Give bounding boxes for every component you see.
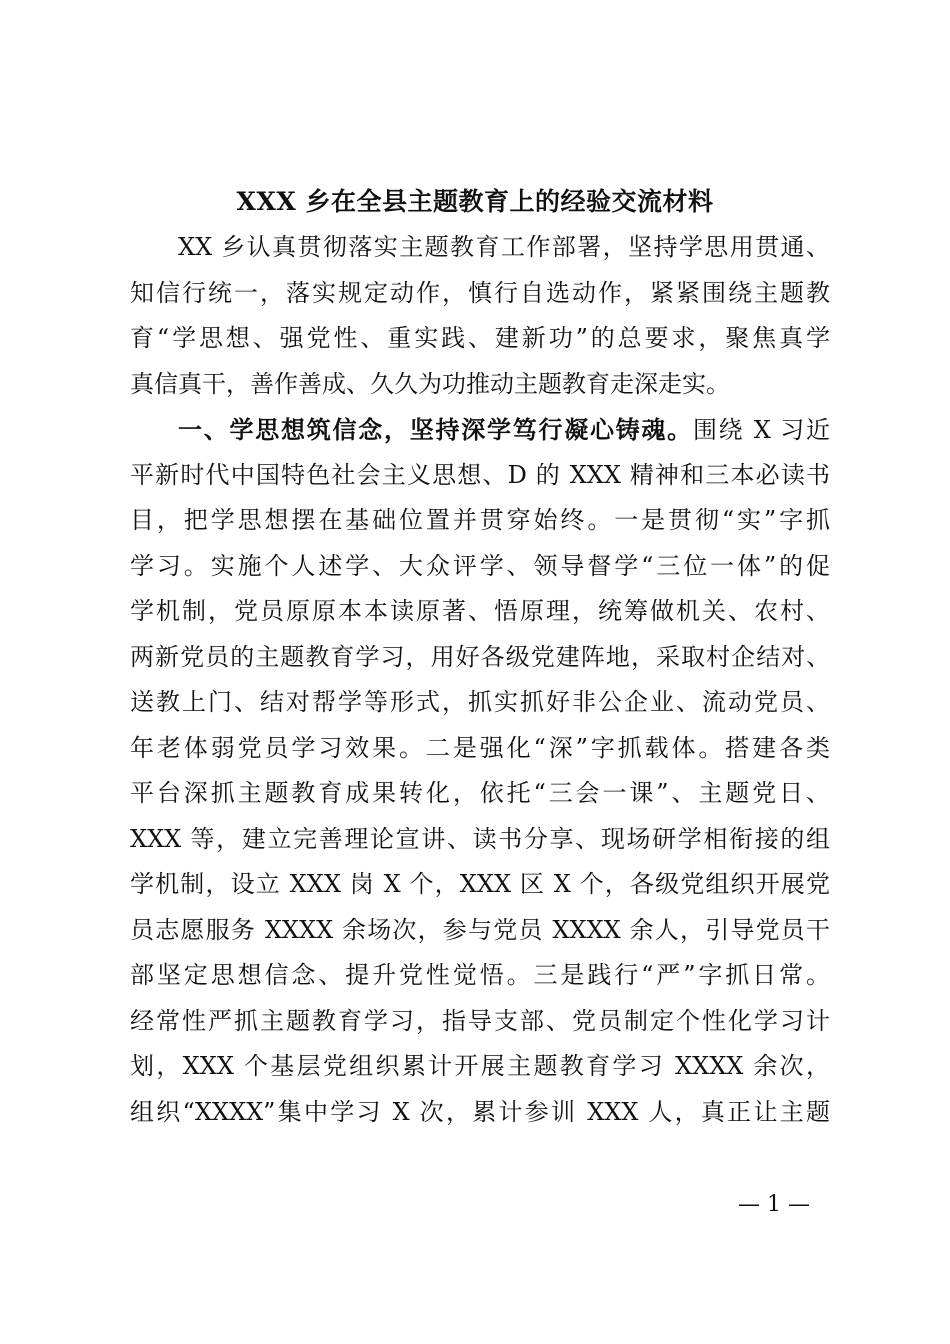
document-title: XXX 乡在全县主题教育上的经验交流材料 bbox=[236, 187, 714, 216]
section-heading: 一、学思想筑信念，坚持深学笃行凝心铸魂。 bbox=[178, 415, 693, 444]
paragraph-line: 员志愿服务 XXXX 余场次，参与党员 XXXX 余人，引导党员干 bbox=[130, 915, 830, 944]
paragraph-line: 年老体弱党员学习效果。二是强化“深”字抓载体。搭建各类 bbox=[130, 733, 830, 762]
paragraph-line: 真信真干，善作善成、久久为功推动主题教育走深走实。 bbox=[130, 369, 730, 398]
paragraph-line: 学机制，设立 XXX 岗 X 个，XXX 区 X 个，各级党组织开展党 bbox=[130, 870, 830, 898]
page-number: — 1 — bbox=[738, 1192, 810, 1217]
paragraph-line: 送教上门、结对帮学等形式，抓实抓好非公企业、流动党员、 bbox=[130, 688, 830, 716]
paragraph-line: 组织“XXXX”集中学习 X 次，累计参训 XXX 人，真正让主题 bbox=[130, 1097, 830, 1126]
paragraph-line: 目，把学思想摆在基础位置并贯穿始终。一是贯彻“实”字抓 bbox=[130, 506, 830, 534]
paragraph-line: 两新党员的主题教育学习，用好各级党建阵地，采取村企结对、 bbox=[130, 642, 830, 671]
paragraph-line: XX 乡认真贯彻落实主题教育工作部署，坚持学思用贯通、 bbox=[178, 233, 830, 261]
paragraph-line: 划，XXX 个基层党组织累计开展主题教育学习 XXXX 余次， bbox=[130, 1052, 830, 1080]
paragraph-line: 平新时代中国特色社会主义思想、D 的 XXX 精神和三本必读书 bbox=[130, 460, 830, 489]
document-body bbox=[130, 225, 830, 1135]
paragraph-line: 知信行统一，落实规定动作，慎行自选动作，紧紧围绕主题教 bbox=[130, 278, 830, 307]
paragraph-line: 育“学思想、强党性、重实践、建新功”的总要求，聚焦真学 bbox=[130, 324, 830, 352]
section-heading-line bbox=[130, 407, 830, 453]
section-text: 围绕 X 习近 bbox=[692, 416, 831, 444]
paragraph-line: 学习。实施个人述学、大众评学、领导督学“三位一体”的促 bbox=[130, 551, 830, 580]
paragraph-line: 经常性严抓主题教育学习，指导支部、党员制定个性化学习计 bbox=[130, 1006, 830, 1035]
paragraph-line: XXX 等，建立完善理论宣讲、读书分享、现场研学相衔接的组 bbox=[130, 824, 830, 853]
paragraph-line: 平台深抓主题教育成果转化，依托“三会一课”、主题党日、 bbox=[130, 779, 830, 807]
paragraph-line: 部坚定思想信念、提升党性觉悟。三是践行“严”字抓日常。 bbox=[130, 961, 830, 989]
paragraph-line: 学机制，党员原原本本读原著、悟原理，统筹做机关、农村、 bbox=[130, 597, 830, 625]
